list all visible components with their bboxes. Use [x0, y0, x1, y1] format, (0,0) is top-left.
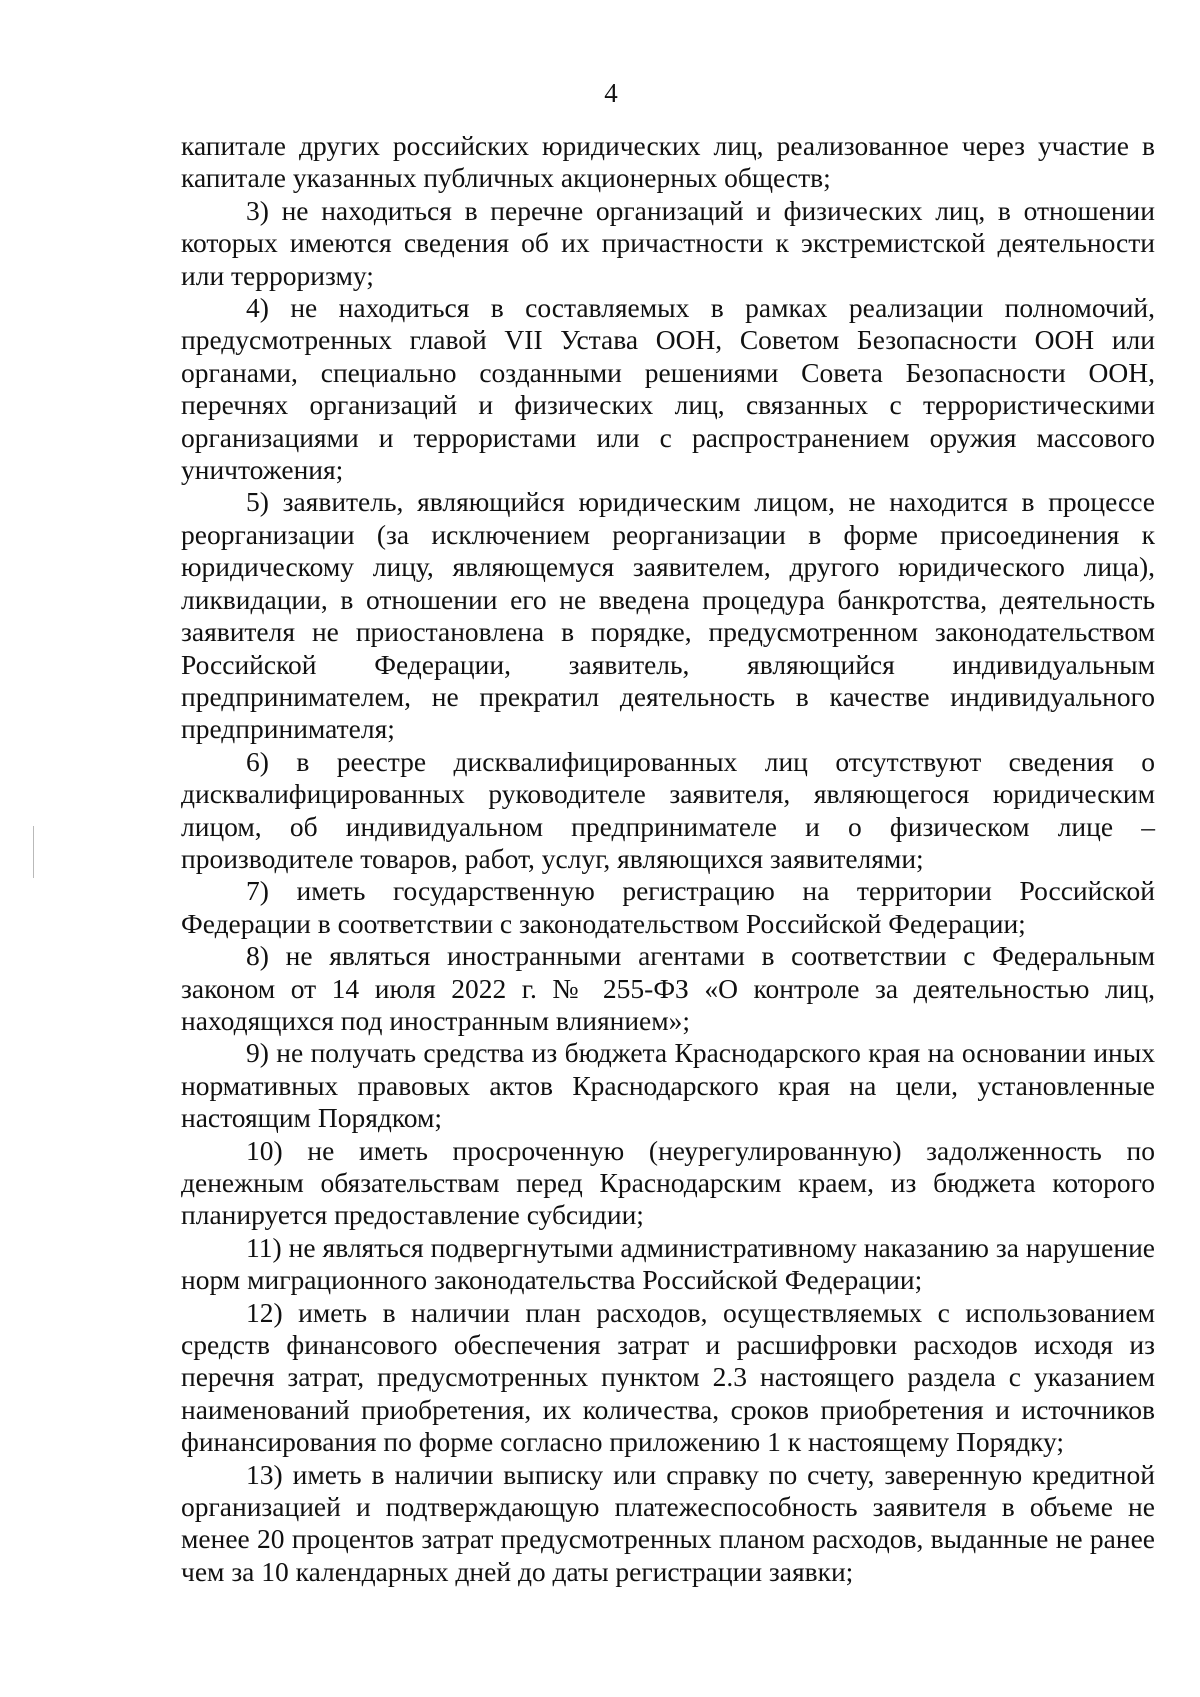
paragraph-item-7: 7) иметь государственную регистрацию на территории Российской Федерации в соответствии с законодательством Российской Федерации; — [181, 875, 1155, 939]
paragraph-item-8: 8) не являться иностранными агентами в соответствии с Федеральным законом от 14 июля 2022 г. № 255-ФЗ «О контроле за деятельностью лиц, находящихся под иностранным влиянием»; — [181, 940, 1155, 1036]
paragraph-item-13: 13) иметь в наличии выписку или справку по счету, заверенную кредитной организацией и подтверждающую платежеспособность заявителя в объеме не менее 20 процентов затрат предусмотренных планом расходов, выданные не ранее чем за 10 календарных дней до даты регистрации заявки; — [181, 1458, 1155, 1587]
paragraph-item-5: 5) заявитель, являющийся юридическим лицом, не находится в процессе реорганизации (за исключением реорганизации в форме присоединения к юридическому лицу, являющемуся заявителем, другого юридического лица), ликвидации, в отношении его не введена процедура банкротства, деятельность заявителя не приостановлена в порядке, предусмотренном законодательством Российской Федерации, заявитель, являющийся индивидуальным предпринимателем, не прекратил деятельность в качестве индивидуального предпринимателя; — [181, 486, 1155, 745]
paragraph-item-3: 3) не находиться в перечне организаций и физических лиц, в отношении которых имеются сведения об их причастности к экстремистской деятельности или терроризму; — [181, 194, 1155, 291]
paragraph-continuation: капитале других российских юридических лиц, реализованное через участие в капитале указанных публичных акционерных обществ; — [181, 130, 1155, 194]
scan-margin-mark — [33, 826, 34, 878]
paragraph-item-10: 10) не иметь просроченную (неурегулированную) задолженность по денежным обязательствам перед Краснодарским краем, из бюджета которого планируется предоставление субсидии; — [181, 1134, 1155, 1231]
paragraph-item-4: 4) не находиться в составляемых в рамках реализации полномочий, предусмотренных главой VII Устава ООН, Советом Безопасности ООН или органами, специально созданными решениями Совета Безопасности ООН, перечнях организаций и физических лиц, связанных с террористическими организациями и террористами или с распространением оружия массового уничтожения; — [181, 292, 1155, 486]
paragraph-item-9: 9) не получать средства из бюджета Краснодарского края на основании иных нормативных правовых актов Краснодарского края на цели, установленные настоящим Порядком; — [181, 1037, 1155, 1134]
paragraph-item-12: 12) иметь в наличии план расходов, осуществляемых с использованием средств финансового обеспечения затрат и расшифровки расходов исходя из перечня затрат, предусмотренных пунктом 2.3 настоящего раздела с указанием наименований приобретения, их количества, сроков приобретения и источников финансирования по форме согласно приложению 1 к настоящему Порядку; — [181, 1296, 1155, 1458]
paragraph-item-11: 11) не являться подвергнутыми административному наказанию за нарушение норм миграционного законодательства Российской Федерации; — [181, 1231, 1155, 1296]
document-body — [181, 130, 1155, 1588]
paragraph-item-6: 6) в реестре дисквалифицированных лиц отсутствуют сведения о дисквалифицированных руководителе заявителя, являющегося юридическим лицом, об индивидуальном предпринимателе и о физическом лице – производителе товаров, работ, услуг, являющихся заявителями; — [181, 745, 1155, 874]
page-number: 4 — [604, 78, 618, 108]
